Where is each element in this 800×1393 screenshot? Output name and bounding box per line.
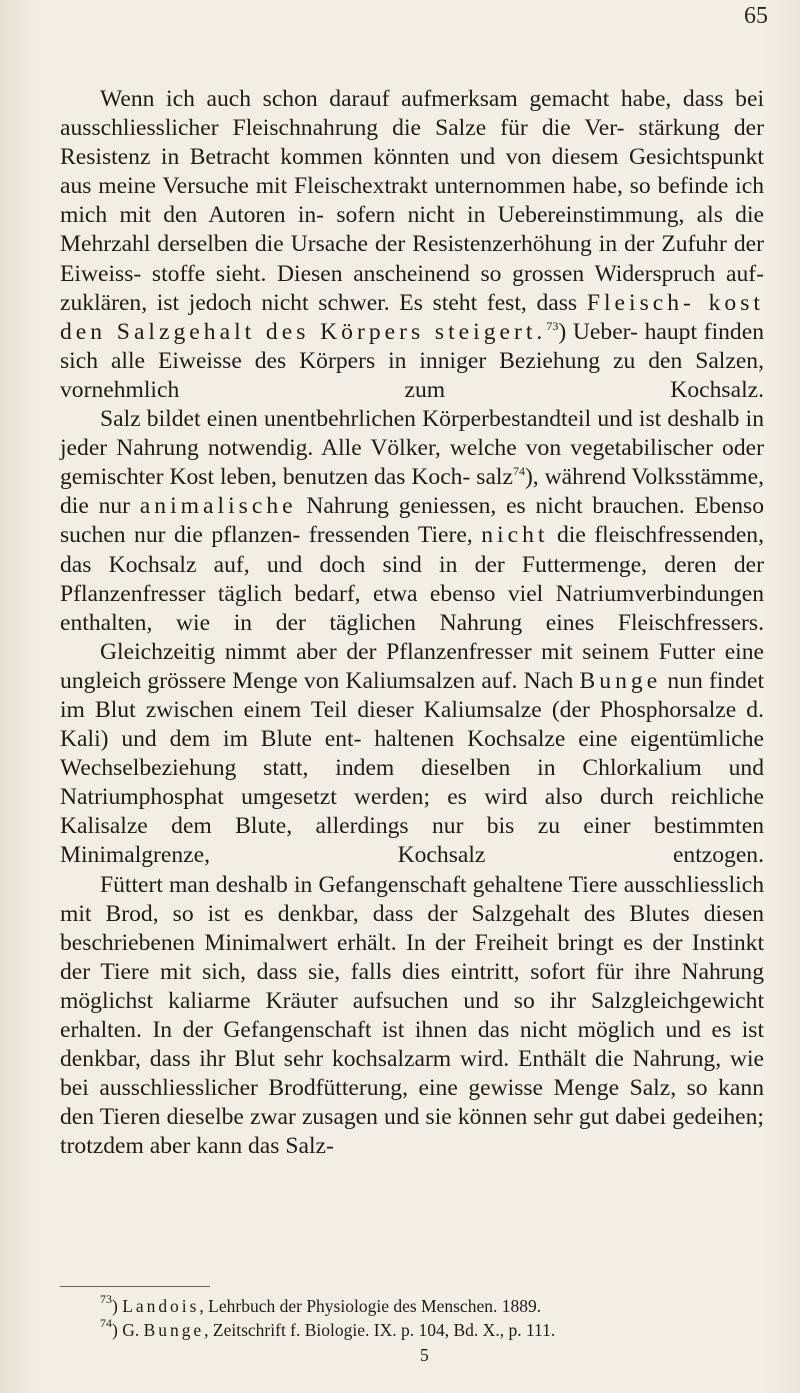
paragraph-4 — [60, 871, 764, 1162]
text-run: Salz bildet einen unentbehrlichen Körperbestandteil und ist deshalb in jeder Nahrung notwendig. Alle Völker, welche von vegetabilischer oder gemischter Kost leben, benutzen das Koch- salz — [60, 406, 764, 491]
emphasized-text: animalische — [139, 493, 297, 520]
text-run: , Lehrbuch der Physiologie des Menschen. 1889. — [199, 1296, 542, 1316]
footnote-ref: 73 — [100, 1292, 112, 1306]
text-run: ) Ueber- haupt finden sich alle Eiweisse des Körpers in inniger Beziehung zu den Salzen, vornehmlich zum Kochsalz. — [60, 318, 764, 403]
text-run: Gleichzeitig nimmt aber der Pflanzenfresser mit seinem Futter eine ungleich grössere Menge von Kaliumsalzen auf. Nach — [60, 638, 764, 694]
footnote-ref: 74 — [100, 1316, 112, 1330]
footnote-ref: 74 — [512, 464, 525, 479]
text-run: die fleischfressenden, das Kochsalz auf, und doch sind in der Futtermenge, deren der Pflanzenfresser täglich bedarf, etwa ebenso viel Natriumverbindungen enthalten, wie in der täglichen Nahrung eines Fleischfressers. — [60, 522, 765, 636]
text-run: ) — [112, 1296, 123, 1316]
emphasized-text: Fleisch- kost den Salzgehalt des Körpers steigert. — [60, 289, 764, 345]
footnote-73 — [100, 1294, 760, 1318]
emphasized-text: Bunge — [143, 1320, 205, 1340]
text-run: , Zeitschrift f. Biologie. IX. p. 104, Bd. X., p. 111. — [204, 1320, 556, 1340]
emphasized-text: nicht — [481, 522, 549, 549]
text-run: nun findet im Blut zwischen einem Teil dieser Kaliumsalze (der Phosphorsalze d. Kali) und dem im Blute ent- haltenen Kochsalze eine eigentümliche Wechselbeziehung statt, indem dieselben in Chlorkalium und Natriumphosphat umgesetzt werden; es wird also durch reichliche Kalisalze dem Blute, allerdings nur bis zu einer bestimmten Minimalgrenze, Kochsalz entzogen. — [60, 667, 764, 869]
emphasized-text: Landois — [122, 1296, 200, 1316]
text-run: ) G. — [112, 1320, 144, 1340]
footnote-ref: 73 — [546, 318, 559, 333]
footnotes — [100, 1294, 760, 1342]
body-text — [60, 85, 764, 1161]
text-run: ), während Volksstämme, die nur — [60, 464, 764, 520]
paragraph-2 — [60, 405, 764, 638]
paragraph-3 — [60, 638, 764, 871]
text-run: Füttert man deshalb in Gefangenschaft gehaltene Tiere ausschliesslich mit Brod, so ist es denkbar, dass der Salzgehalt des Blutes diesen beschriebenen Minimalwert erhält. In der Freiheit bringt es der Instinkt der Tiere mit sich, dass sie, falls dies eintritt, sofort für ihre Nahrung möglichst kaliarme Kräuter aufsuchen und so ihr Salzgleichgewicht erhalten. In der Gefangenschaft ist ihnen das nicht möglich und es ist denkbar, dass ihr Blut sehr kochsalzarm wird. Enthält die Nahrung, wie bei ausschliesslicher Brodfütterung, eine gewisse Menge Salz, so kann den Tieren dieselbe zwar zusagen und sie können sehr gut dabei gedeihen; trotzdem aber kann das Salz- — [60, 871, 764, 1160]
footnote-separator — [60, 1286, 210, 1287]
page-number: 65 — [744, 3, 768, 29]
footnote-74 — [100, 1318, 760, 1342]
text-run: Nahrung geniessen, es nicht brauchen. Ebenso suchen nur die pflanzen- fressenden Tiere, — [60, 493, 764, 549]
signature-mark: 5 — [420, 1345, 429, 1365]
text-run: Wenn ich auch schon darauf aufmerksam gemacht habe, dass bei ausschliesslicher Fleischnahrung die Salze für die Ver- stärkung der Resistenz in Betracht kommen könnten und von diesem Gesichtspunkt aus meine Versuche mit Fleischextrakt unternommen habe, so befinde ich mich mit den Autoren in- sofern nicht in Uebereinstimmung, als die Mehrzahl derselben die Ursache der Resistenzerhöhung in der Zufuhr der Eiweiss- stoffe sieht. Diesen anscheinend so grossen Widerspruch auf- zuklären, ist jedoch nicht schwer. Es steht fest, dass — [60, 86, 764, 316]
paragraph-1 — [60, 85, 764, 405]
emphasized-text: Bunge — [579, 667, 662, 694]
